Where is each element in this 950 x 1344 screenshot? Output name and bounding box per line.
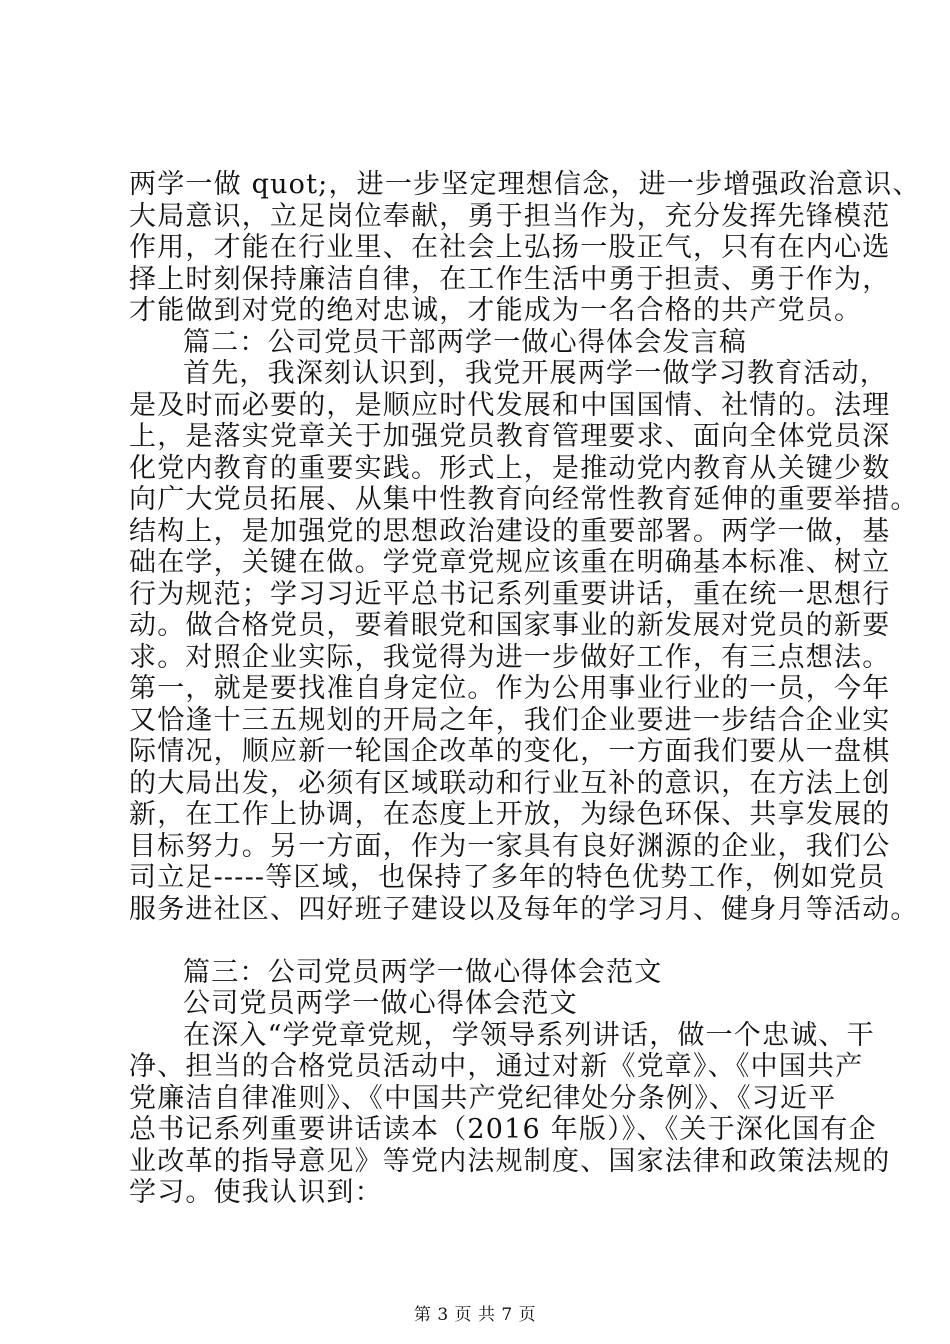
text-line: 服务进社区、四好班子建设以及每年的学习月、健身月等活动。 [129,894,919,925]
text-line: 是及时而必要的，是顺应时代发展和中国国情、社情的。法理 [129,390,891,421]
text-line: 党廉洁自律准则》、《中国共产党纪律处分条例》、《习近平 [129,1083,837,1114]
text-line: 目标努力。另一方面，作为一家具有良好渊源的企业，我们公 [129,831,891,862]
text-line: 又恰逢十三五规划的开局之年，我们企业要进一步结合企业实 [129,705,891,736]
text-line: 行为规范；学习习近平总书记系列重要讲话，重在统一思想行 [129,579,891,610]
text-line: 大局意识，立足岗位奉献，勇于担当作为，充分发挥先锋模范 [129,201,891,232]
text-line: 业改革的指导意见》等党内法规制度、国家法律和政策法规的 [129,1146,891,1177]
section-heading: 篇三：公司党员两学一做心得体会范文 [183,957,663,988]
text-line: 学习。使我认识到： [129,1177,383,1208]
text-line: 新，在工作上协调，在态度上开放，为绿色环保、共享发展的 [129,799,891,830]
text-line: 际情况，顺应新一轮国企改革的变化，一方面我们要从一盘棋 [129,736,891,767]
section-heading: 篇二：公司党员干部两学一做心得体会发言稿 [183,327,747,358]
text-line: 化党内教育的重要实践。形式上，是推动党内教育从关键少数 [129,453,891,484]
text-line: 上，是落实党章关于加强党员教育管理要求、面向全体党员深 [129,421,891,452]
text-line: 求。对照企业实际，我觉得为进一步做好工作，有三点想法。 [129,642,891,673]
text-line: 向广大党员拓展、从集中性教育向经常性教育延伸的重要举措。 [129,484,919,515]
text-line: 动。做合格党员，要着眼党和国家事业的新发展对党员的新要 [129,610,891,641]
text-line: 础在学，关键在做。学党章党规应该重在明确基本标准、树立 [129,547,891,578]
text-line: 司立足-----等区域，也保持了多年的特色优势工作，例如党员 [129,862,886,893]
text-line: 第一，就是要找准自身定位。作为公用事业行业的一员，今年 [129,673,891,704]
text-line: 才能做到对党的绝对忠诚，才能成为一名合格的共产党员。 [129,295,863,326]
text-line: 总书记系列重要讲话读本（2016 年版）》、《关于深化国有企 [129,1114,877,1145]
text-line: 首先，我深刻认识到，我党开展两学一做学习教育活动， [183,358,888,389]
page-footer: 第 3 页 共 7 页 [413,1305,537,1325]
text-line: 净、担当的合格党员活动中，通过对新《党章》、《中国共产 [129,1051,864,1082]
text-line: 择上时刻保持廉洁自律，在工作生活中勇于担责、勇于作为， [129,264,891,295]
text-line: 在深入“学党章党规，学领导系列讲话，做一个忠诚、干 [183,1020,875,1051]
subheading: 公司党员两学一做心得体会范文 [183,988,578,1019]
text-line: 的大局出发，必须有区域联动和行业互补的意识，在方法上创 [129,768,891,799]
text-line: 结构上，是加强党的思想政治建设的重要部署。两学一做，基 [129,516,891,547]
text-line: 作用，才能在行业里、在社会上弘扬一股正气，只有在内心选 [129,232,891,263]
text-line: 两学一做 quot;，进一步坚定理想信念，进一步增强政治意识、 [129,169,921,200]
